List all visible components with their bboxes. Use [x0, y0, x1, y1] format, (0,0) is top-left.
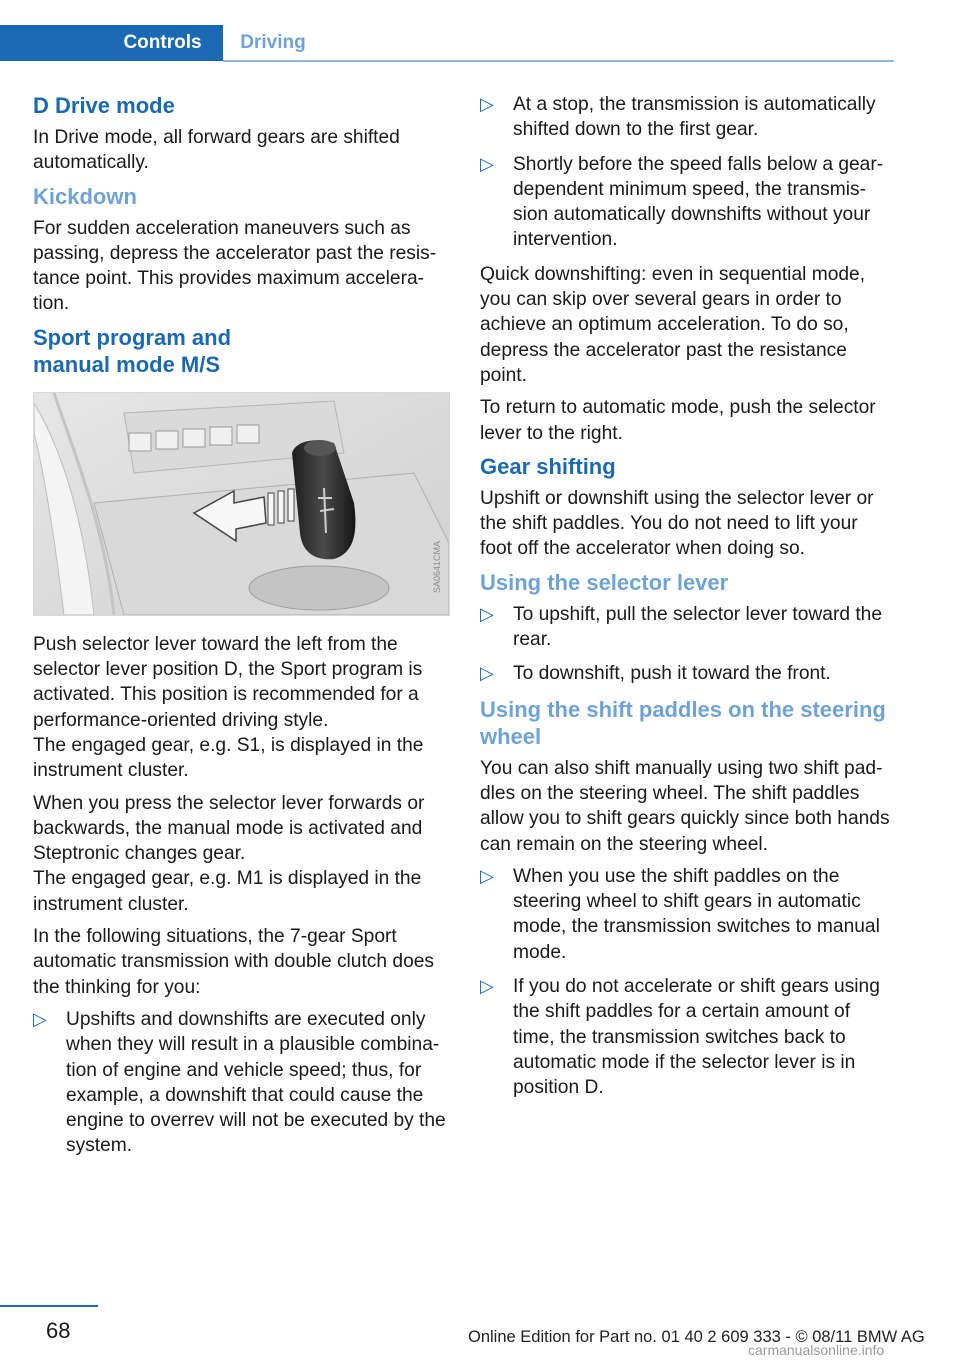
footer-rule: [0, 1305, 98, 1307]
paragraph-sport-1a: Push selector lever toward the left from the selector lever position D, the Sport program is activated. This position is recommended for a performance-oriented driving style.: [33, 633, 423, 731]
heading-sport-line-1: Sport program and: [33, 324, 232, 350]
figure-code: SA0641CMA: [432, 540, 442, 593]
paragraph-manual-2b: The engaged gear, e.g. M1 is displayed in the instrument cluster.: [33, 868, 422, 915]
bullet-triangle-icon: ▷: [33, 1008, 47, 1029]
bullet-triangle-icon: ▷: [480, 663, 494, 684]
heading-using-shift-paddles: Using the shift paddles on the steering wheel: [480, 696, 886, 749]
heading-sport-line-2: manual mode M/S: [33, 351, 221, 377]
paragraph-drive-mode: In Drive mode, all forward gears are shifted automatically.: [33, 127, 400, 174]
paragraph-kickdown: For sudden acceleration maneuvers such as passing, depress the accelerator past the resis-tance point. This provides maximum accelera-tion.: [33, 217, 437, 315]
list-item: [480, 92, 894, 143]
paragraph-quick-downshifting: Quick downshifting: even in sequential mode, you can skip over several gears in order to achieve an optimum acceleration. To do so, depress the accelerator past the resistance point.: [480, 263, 866, 386]
selector-lever-figure: [33, 392, 450, 616]
edition-note: Online Edition for Part no. 01 40 2 609 333 - © 08/11 BMW AG: [468, 1328, 925, 1346]
paragraph-sport-1b: The engaged gear, e.g. S1, is displayed in the instrument cluster.: [33, 734, 424, 782]
list-item: [480, 661, 894, 686]
tab-controls[interactable]: Controls: [102, 25, 223, 61]
list-item-text: To downshift, push it toward the front.: [513, 663, 831, 685]
watermark: carmanualsonline.info: [748, 1342, 885, 1358]
list-item: [480, 864, 894, 965]
tab-driving[interactable]: Driving: [240, 32, 306, 53]
paragraph-manual-2a: When you press the selector lever forwards or backwards, the manual mode is activated and Steptronic changes gear.: [33, 792, 425, 865]
heading-drive-mode: D Drive mode: [33, 93, 175, 118]
selector-lever-list: [480, 602, 894, 687]
header-rule: [223, 60, 894, 62]
heading-gear-shifting: Gear shifting: [480, 453, 616, 479]
bullet-triangle-icon: ▷: [480, 976, 494, 997]
list-item-text: To upshift, pull the selector lever toward the rear.: [513, 603, 883, 651]
paragraph-situations: In the following situations, the 7-gear Sport automatic transmission with double clutch does the thinking for you:: [33, 926, 435, 998]
right-column: [480, 92, 894, 1110]
shift-paddles-list: [480, 864, 894, 1101]
situations-list-continued: [480, 92, 894, 253]
page-header: [0, 0, 960, 62]
list-item: [480, 974, 894, 1100]
left-column: [33, 92, 450, 1168]
list-item: [33, 1007, 450, 1159]
heading-using-selector-lever: Using the selector lever: [480, 569, 729, 595]
heading-kickdown: Kickdown: [33, 183, 137, 209]
paragraph-return-automatic: To return to automatic mode, push the selector lever to the right.: [480, 397, 876, 444]
list-item: [480, 152, 894, 253]
page-number: 68: [46, 1318, 71, 1343]
bullet-triangle-icon: ▷: [480, 603, 494, 624]
heading-sport-program: [33, 324, 450, 378]
paragraph-gear-shifting: Upshift or downshift using the selector lever or the shift paddles. You do not need to lift your foot off the accelerator when doing so.: [480, 487, 874, 560]
list-item: [480, 602, 894, 653]
list-item-text: At a stop, the transmission is automatically shifted down to the first gear.: [513, 94, 876, 141]
situations-list: [33, 1007, 450, 1159]
bullet-triangle-icon: ▷: [480, 94, 494, 114]
paragraph-shift-paddles: You can also shift manually using two shift pad-dles on the steering wheel. The shift paddles allow you to shift gears quickly since both hands can remain on the steering wheel.: [480, 757, 890, 855]
list-item-text: Upshifts and downshifts are executed only when they will result in a plausible combina-tion of engine and vehicle speed; thus, for example, a downshift that could cause the engine to overrev will not be executed by the system.: [66, 1008, 446, 1157]
list-item-text: When you use the shift paddles on the steering wheel to shift gears in automatic mode, the transmission switches to manual mode.: [513, 865, 880, 963]
bullet-triangle-icon: ▷: [480, 865, 494, 886]
list-item-text: If you do not accelerate or shift gears using the shift paddles for a certain amount of time, the transmission switches back to automatic mode if the selector lever is in position D.: [513, 976, 880, 1099]
bullet-triangle-icon: ▷: [480, 153, 494, 174]
header-accent-block: [0, 25, 102, 61]
list-item-text: Shortly before the speed falls below a gear-dependent minimum speed, the transmis-sion automatically downshifts without your intervention.: [513, 153, 884, 251]
